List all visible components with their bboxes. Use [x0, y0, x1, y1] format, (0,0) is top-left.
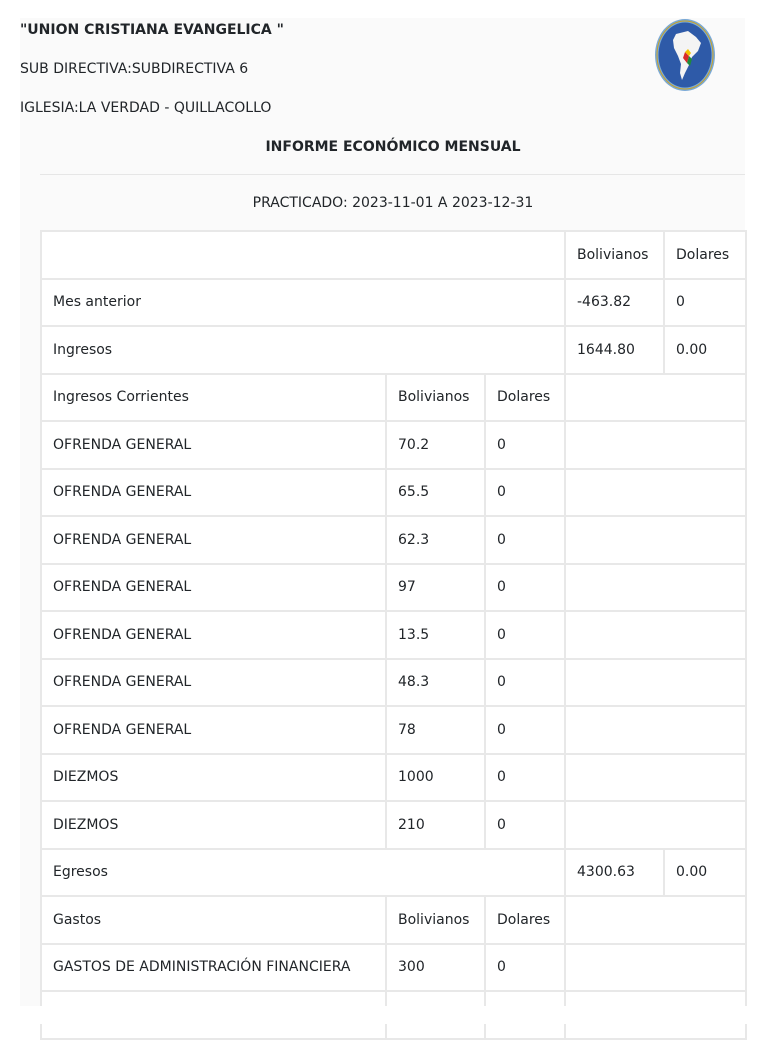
table-row: [41, 944, 746, 992]
usd-cell: 0: [485, 611, 565, 659]
concept-cell: DIEZMOS: [41, 801, 386, 849]
concept-cell: GASTOS DE ADMINISTRACIÓN FINANCIERA: [41, 944, 386, 992]
table-row: [41, 801, 746, 849]
concept-cell: OFRENDA GENERAL: [41, 659, 386, 707]
ingresos-bob: 1644.80: [565, 326, 664, 374]
bob-cell: 70.2: [386, 421, 485, 469]
concept-cell: OFRENDA GENERAL: [41, 516, 386, 564]
ingresos-usd: 0.00: [664, 326, 746, 374]
egresos-bob: 4300.63: [565, 849, 664, 897]
usd-cell: 0: [485, 944, 565, 992]
report-title: INFORME ECONÓMICO MENSUAL: [265, 139, 521, 155]
empty-cell: [565, 706, 746, 754]
table-row: [41, 754, 746, 802]
ingresos-label: Ingresos: [41, 326, 565, 374]
bob-cell: 97: [386, 564, 485, 612]
empty-cell: [565, 564, 746, 612]
concept-cell: OFRENDA GENERAL: [41, 706, 386, 754]
bob-cell: 78: [386, 706, 485, 754]
table-row: [41, 611, 746, 659]
gastos-label: Gastos: [41, 896, 386, 944]
table-row: [41, 421, 746, 469]
empty-cell: [565, 421, 746, 469]
usd-cell: 0: [485, 469, 565, 517]
concept-cell: OFRENDA GENERAL: [41, 469, 386, 517]
iglesia: IGLESIA:LA VERDAD - QUILLACOLLO: [20, 100, 272, 116]
empty-cell: [565, 659, 746, 707]
mes-anterior-bob: -463.82: [565, 279, 664, 327]
sub-directiva: SUB DIRECTIVA:SUBDIRECTIVA 6: [20, 61, 249, 77]
mes-anterior-label: Mes anterior: [41, 279, 565, 327]
egresos-usd: 0.00: [664, 849, 746, 897]
bob-cell: 13.5: [386, 611, 485, 659]
usd-cell: 0: [485, 421, 565, 469]
usd-cell: 0: [485, 706, 565, 754]
usd-cell: 0: [485, 516, 565, 564]
gastos-header-row: [41, 896, 746, 944]
gastos-bob-header: Bolivianos: [386, 896, 485, 944]
concept-cell: OFRENDA GENERAL: [41, 611, 386, 659]
viewport-bottom-edge: [0, 1006, 768, 1024]
bob-cell: 62.3: [386, 516, 485, 564]
ingresos-corrientes-label: Ingresos Corrientes: [41, 374, 386, 422]
bob-cell: 65.5: [386, 469, 485, 517]
empty-header-cell: [41, 231, 565, 279]
concept-cell: DIEZMOS: [41, 754, 386, 802]
table-row: [41, 469, 746, 517]
mes-anterior-row: [41, 279, 746, 327]
bob-cell: 1000: [386, 754, 485, 802]
concept-cell: OFRENDA GENERAL: [41, 421, 386, 469]
empty-cell: [565, 516, 746, 564]
table-row: [41, 706, 746, 754]
usd-header: Dolares: [664, 231, 746, 279]
empty-cell: [565, 611, 746, 659]
egresos-row: [41, 849, 746, 897]
usd-cell: 0: [485, 801, 565, 849]
table-row: [41, 516, 746, 564]
header-divider: [40, 174, 745, 175]
ingresos-corrientes-header-row: [41, 374, 746, 422]
ingresos-corrientes-bob-header: Bolivianos: [386, 374, 485, 422]
bob-cell: 210: [386, 801, 485, 849]
report-period: PRACTICADO: 2023-11-01 A 2023-12-31: [252, 195, 534, 211]
bob-cell: 48.3: [386, 659, 485, 707]
org-name: "UNION CRISTIANA EVANGELICA ": [20, 22, 284, 38]
egresos-label: Egresos: [41, 849, 565, 897]
empty-cell: [565, 754, 746, 802]
bob-cell: 300: [386, 944, 485, 992]
table-row: [41, 659, 746, 707]
currency-header-row: [41, 231, 746, 279]
empty-cell: [565, 469, 746, 517]
gastos-usd-header: Dolares: [485, 896, 565, 944]
usd-cell: 0: [485, 659, 565, 707]
mes-anterior-usd: 0: [664, 279, 746, 327]
usd-cell: 0: [485, 754, 565, 802]
bob-header: Bolivianos: [565, 231, 664, 279]
table-row: [41, 564, 746, 612]
empty-cell: [565, 801, 746, 849]
empty-cell: [565, 374, 746, 422]
south-america-map-emblem-icon: [654, 18, 716, 92]
concept-cell: OFRENDA GENERAL: [41, 564, 386, 612]
usd-cell: 0: [485, 564, 565, 612]
ingresos-row: [41, 326, 746, 374]
financial-report-table: [40, 230, 747, 1040]
empty-cell: [565, 896, 746, 944]
empty-cell: [565, 944, 746, 992]
ingresos-corrientes-usd-header: Dolares: [485, 374, 565, 422]
